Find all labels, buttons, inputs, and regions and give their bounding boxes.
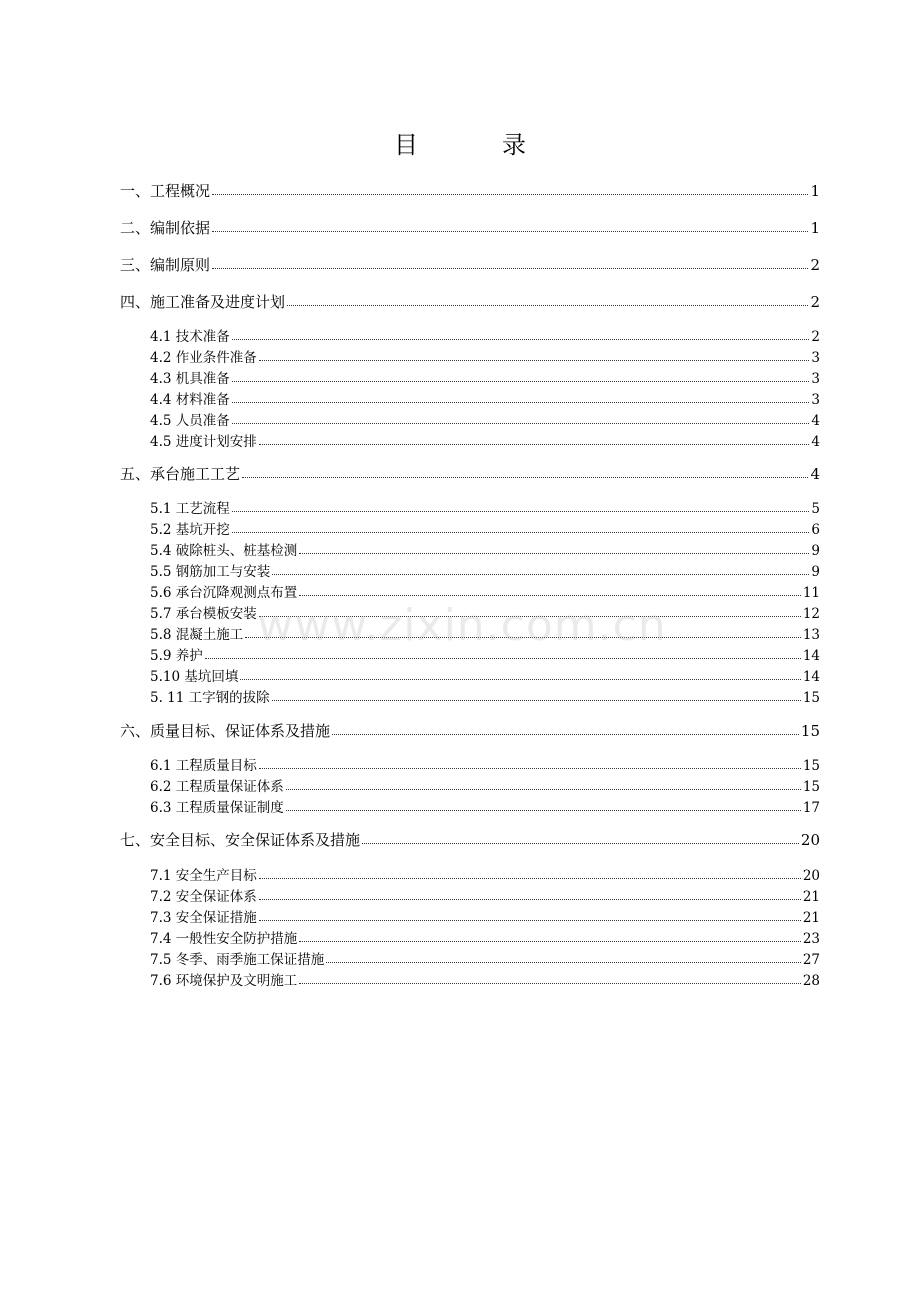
dot-leader: [212, 256, 808, 269]
toc-entry-label: 5.7 承台模板安装: [150, 606, 257, 622]
toc-entry-page: 4: [811, 413, 820, 429]
toc-entry[interactable]: [150, 757, 820, 775]
dot-leader: [259, 756, 801, 769]
toc-entry-label: 5.2 基坑开挖: [150, 522, 230, 538]
toc-entry-page: 15: [802, 758, 820, 774]
toc-entry-page: 14: [802, 648, 820, 664]
dot-leader: [232, 327, 810, 340]
toc-entry[interactable]: [150, 972, 820, 990]
toc-entry-page: 17: [802, 800, 820, 816]
toc-entry[interactable]: [150, 930, 820, 948]
toc-entry-label: 4.4 材料准备: [150, 392, 230, 408]
toc-entry-label: 七、安全目标、安全保证体系及措施: [120, 831, 361, 849]
toc-entry[interactable]: [120, 219, 820, 237]
dot-leader: [287, 293, 808, 306]
toc-entry-page: 6: [811, 522, 820, 538]
toc-entry-label: 6.3 工程质量保证制度: [150, 800, 284, 816]
toc-entry-label: 5.9 养护: [150, 648, 203, 664]
dot-leader: [259, 432, 810, 445]
toc-entry-page: 9: [811, 543, 820, 559]
dot-leader: [232, 520, 810, 533]
dot-leader: [286, 798, 801, 811]
toc-entry-label: 4.5 人员准备: [150, 413, 230, 429]
toc-entry-page: 14: [802, 669, 820, 685]
toc-entry-page: 3: [811, 350, 820, 366]
dot-leader: [326, 950, 801, 963]
dot-leader: [272, 688, 801, 701]
toc-entry-label: 7.4 一般性安全防护措施: [150, 931, 298, 947]
toc-entry[interactable]: [150, 867, 820, 885]
watermark: www.zixin.com.cn: [257, 600, 667, 651]
dot-leader: [259, 866, 801, 879]
toc-entry[interactable]: [150, 888, 820, 906]
toc-entry[interactable]: [150, 542, 820, 560]
toc-entry-label: 4.3 机具准备: [150, 371, 230, 387]
toc-entry[interactable]: [150, 391, 820, 409]
toc-entry[interactable]: [120, 465, 820, 483]
dot-leader: [299, 583, 801, 596]
toc-entry-page: 28: [802, 973, 820, 989]
toc-entry-page: 13: [802, 627, 820, 643]
toc-entry-page: 15: [802, 690, 820, 706]
dot-leader: [299, 971, 801, 984]
toc-entry[interactable]: [120, 831, 820, 849]
toc-entry-page: 1: [810, 182, 820, 200]
toc-entry[interactable]: [150, 521, 820, 539]
dot-leader: [332, 722, 799, 735]
toc-entry[interactable]: [150, 349, 820, 367]
dot-leader: [259, 908, 801, 921]
dot-leader: [286, 777, 801, 790]
toc-entry-label: 4.2 作业条件准备: [150, 350, 257, 366]
toc-entry-page: 23: [802, 931, 820, 947]
toc-entry[interactable]: [120, 722, 820, 740]
toc-entry-label: 4.5 进度计划安排: [150, 434, 257, 450]
toc-entry-label: 7.1 安全生产目标: [150, 868, 257, 884]
toc-entry[interactable]: [150, 799, 820, 817]
toc-entry-page: 15: [800, 722, 820, 740]
dot-leader: [240, 667, 800, 680]
toc-entry-page: 11: [802, 585, 820, 601]
dot-leader: [212, 182, 808, 195]
dot-leader: [232, 369, 810, 382]
toc-entry-label: 7.6 环境保护及文明施工: [150, 973, 298, 989]
toc-entry-page: 21: [802, 889, 820, 905]
toc-entry[interactable]: [150, 500, 820, 518]
toc-entry-label: 7.3 安全保证措施: [150, 910, 257, 926]
toc-entry[interactable]: [150, 778, 820, 796]
toc-entry-label: 4.1 技术准备: [150, 329, 230, 345]
toc-entry-page: 9: [811, 564, 820, 580]
toc-entry[interactable]: [120, 256, 820, 274]
toc-entry-page: 20: [802, 868, 820, 884]
toc-entry[interactable]: [150, 433, 820, 451]
toc-entry-page: 4: [811, 434, 820, 450]
toc-entry-label: 5.10 基坑回填: [150, 669, 239, 685]
dot-leader: [259, 348, 810, 361]
toc-entry-page: 27: [802, 952, 820, 968]
dot-leader: [212, 219, 808, 232]
dot-leader: [272, 562, 809, 575]
toc-entry-label: 五、承台施工工艺: [120, 465, 241, 483]
toc-entry[interactable]: [150, 328, 820, 346]
toc-entry-page: 4: [810, 465, 820, 483]
dot-leader: [299, 541, 809, 554]
toc-entry-page: 2: [810, 293, 820, 311]
toc-entry-label: 一、工程概况: [120, 182, 211, 200]
toc-entry[interactable]: [150, 563, 820, 581]
toc-entry-label: 5.8 混凝土施工: [150, 627, 244, 643]
toc-entry[interactable]: [150, 909, 820, 927]
dot-leader: [232, 411, 810, 424]
toc-entry[interactable]: [150, 668, 820, 686]
toc-entry[interactable]: [120, 182, 820, 200]
toc-entry-page: 5: [811, 501, 820, 517]
toc-entry-page: 15: [802, 779, 820, 795]
toc-entry-label: 5.1 工艺流程: [150, 501, 230, 517]
toc-entry-page: 21: [802, 910, 820, 926]
toc-entry-label: 六、质量目标、保证体系及措施: [120, 722, 331, 740]
toc-entry-label: 三、编制原则: [120, 256, 211, 274]
toc-entry-page: 2: [810, 256, 820, 274]
toc-entry-page: 20: [800, 831, 820, 849]
toc-entry-page: 3: [811, 371, 820, 387]
dot-leader: [232, 499, 810, 512]
toc-entry-label: 四、施工准备及进度计划: [120, 293, 286, 311]
toc-entry-page: 2: [811, 329, 820, 345]
dot-leader: [362, 831, 799, 844]
toc-entry-label: 5. 11 工字钢的拔除: [150, 690, 270, 706]
toc-entry-label: 6.1 工程质量目标: [150, 758, 257, 774]
dot-leader: [259, 887, 801, 900]
toc-entry-page: 1: [810, 219, 820, 237]
toc-entry[interactable]: [150, 412, 820, 430]
toc-entry-page: 3: [811, 392, 820, 408]
toc-entry[interactable]: [150, 689, 820, 707]
toc-entry-label: 7.2 安全保证体系: [150, 889, 257, 905]
toc-entry-label: 6.2 工程质量保证体系: [150, 779, 284, 795]
toc-entry-label: 5.6 承台沉降观测点布置: [150, 585, 298, 601]
dot-leader: [299, 929, 801, 942]
toc-entry[interactable]: [120, 293, 820, 311]
toc-entry-label: 7.5 冬季、雨季施工保证措施: [150, 952, 325, 968]
dot-leader: [232, 390, 810, 403]
page-title: 目 录: [394, 131, 556, 159]
toc-entry[interactable]: [150, 951, 820, 969]
toc-entry-label: 二、编制依据: [120, 219, 211, 237]
toc-entry-page: 12: [802, 606, 820, 622]
dot-leader: [242, 465, 808, 478]
toc-entry-label: 5.4 破除桩头、桩基检测: [150, 543, 298, 559]
toc-entry-label: 5.5 钢筋加工与安装: [150, 564, 271, 580]
toc-entry[interactable]: [150, 370, 820, 388]
